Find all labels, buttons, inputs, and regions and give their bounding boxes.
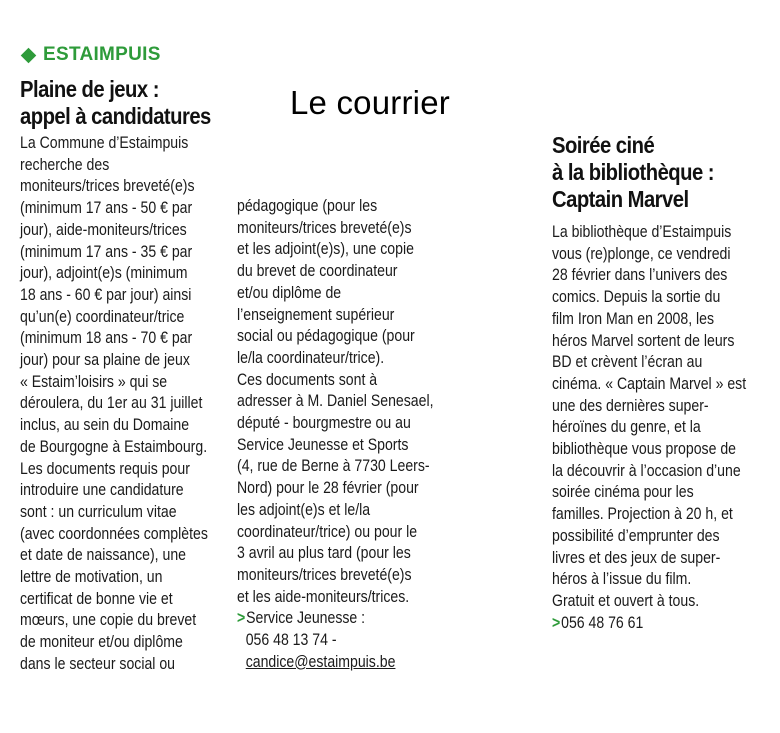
text-line: et/ou diplôme de bbox=[237, 283, 342, 302]
text-line: qu’un(e) coordinateur/trice bbox=[20, 307, 185, 326]
text-line: déroulera, du 1er au 31 juillet bbox=[20, 394, 203, 413]
text-line: certificat de bonne vie et bbox=[20, 589, 173, 608]
text-line: héros Marvel sortent de leurs bbox=[552, 331, 735, 350]
text-line: et les aide-moniteurs/trices. bbox=[237, 587, 410, 606]
article-1-column-2 bbox=[237, 196, 433, 673]
contact-email-link[interactable]: candice@estaimpuis.be bbox=[245, 652, 396, 671]
text-line: La bibliothèque d’Estaimpuis bbox=[552, 223, 732, 241]
text-line: 18 ans - 60 € par jour) ainsi bbox=[20, 285, 192, 304]
text-line: (minimum 18 ans - 70 € par bbox=[20, 329, 193, 348]
text-line: député - bourgmestre ou au bbox=[237, 414, 411, 433]
text-line: Service Jeunesse et Sports bbox=[237, 435, 409, 454]
text-line: coordinateur/trice) ou pour le bbox=[237, 522, 418, 541]
text-line: et les adjoint(e)s), une copie bbox=[237, 240, 414, 259]
text-line: de Bourgogne à Estaimbourg. bbox=[20, 437, 208, 456]
headline-line: Soirée ciné bbox=[552, 132, 655, 158]
text-line: les adjoint(e)s et le/la bbox=[237, 500, 371, 519]
text-line: une des dernières super- bbox=[552, 396, 709, 415]
arrow-icon: > bbox=[552, 613, 561, 632]
overlay-title: Le courrier bbox=[290, 84, 450, 121]
text-line: recherche des bbox=[20, 155, 110, 174]
text-line: inclus, au sein du Domaine bbox=[20, 416, 190, 435]
text-line: le/la coordinateur/trice). bbox=[237, 348, 385, 367]
article-1-headline bbox=[20, 76, 211, 130]
text-line: film Iron Man en 2008, les bbox=[552, 309, 715, 328]
section-label: ESTAIMPUIS bbox=[43, 44, 161, 65]
contact-line bbox=[552, 613, 746, 635]
text-line: (avec coordonnées complètes bbox=[20, 524, 208, 543]
text-line: La Commune d’Estaimpuis bbox=[20, 134, 189, 152]
contact-line bbox=[237, 608, 433, 630]
diamond-bullet-icon bbox=[21, 47, 37, 63]
text-line: héros à l’issue du film. bbox=[552, 570, 692, 589]
text-line: comics. Depuis la sortie du bbox=[552, 288, 721, 307]
text-line: adresser à M. Daniel Senesael, bbox=[237, 392, 434, 411]
text-line: familles. Projection à 20 h, et bbox=[552, 505, 733, 524]
arrow-icon: > bbox=[237, 609, 246, 628]
article-2-body bbox=[552, 222, 746, 634]
headline-line: Plaine de jeux : bbox=[20, 76, 159, 102]
contact-phone: 056 48 76 61 bbox=[561, 613, 644, 632]
text-line: introduire une candidature bbox=[20, 481, 184, 500]
contact-phone: 056 48 13 74 - bbox=[245, 631, 337, 650]
headline-line: Captain Marvel bbox=[552, 186, 689, 212]
text-line: « Estaim’loisirs » qui se bbox=[20, 372, 168, 391]
text-line: cinéma. « Captain Marvel » est bbox=[552, 374, 747, 393]
text-line: social ou pédagogique (pour bbox=[237, 327, 415, 346]
text-line: bibliothèque vous propose de bbox=[552, 440, 737, 459]
text-line: soirée cinéma pour les bbox=[552, 483, 694, 502]
text-line: sont : un curriculum vitae bbox=[20, 502, 177, 521]
text-line: Les documents requis pour bbox=[20, 459, 190, 478]
text-line: lettre de motivation, un bbox=[20, 568, 163, 587]
headline-line: appel à candidatures bbox=[20, 103, 211, 129]
article-2-headline bbox=[552, 132, 714, 213]
text-line: moniteurs/trices breveté(e)s bbox=[20, 177, 195, 196]
text-line: l’enseignement supérieur bbox=[237, 305, 395, 324]
text-line: moniteurs/trices breveté(e)s bbox=[237, 565, 412, 584]
text-line: jour), adjoint(e)s (minimum bbox=[20, 264, 188, 283]
text-line: et date de naissance), une bbox=[20, 546, 186, 565]
text-line: la découvrir à l’occasion d’une bbox=[552, 461, 741, 480]
text-line: (minimum 17 ans - 50 € par bbox=[20, 199, 193, 218]
text-line: Ces documents sont à bbox=[237, 370, 378, 389]
text-line: vous (re)plonge, ce vendredi bbox=[552, 244, 731, 263]
text-line: (4, rue de Berne à 7730 Leers- bbox=[237, 457, 430, 476]
text-line: Gratuit et ouvert à tous. bbox=[552, 591, 700, 610]
section-tag bbox=[20, 44, 161, 66]
text-line: mœurs, une copie du brevet bbox=[20, 611, 197, 630]
text-line: du brevet de coordinateur bbox=[237, 262, 398, 281]
article-1-column-1 bbox=[20, 133, 208, 676]
text-line: jour) pour sa plaine de jeux bbox=[20, 351, 190, 370]
text-line: héroïnes du genre, et la bbox=[552, 418, 701, 437]
text-line: (minimum 17 ans - 35 € par bbox=[20, 242, 193, 261]
text-line: Nord) pour le 28 février (pour bbox=[237, 479, 419, 498]
text-line: dans le secteur social ou bbox=[20, 654, 176, 673]
text-line: 3 avril au plus tard (pour les bbox=[237, 544, 411, 563]
text-line: pédagogique (pour les bbox=[237, 197, 378, 215]
text-line: moniteurs/trices breveté(e)s bbox=[237, 218, 412, 237]
text-line: livres et des jeux de super- bbox=[552, 548, 721, 567]
headline-line: à la bibliothèque : bbox=[552, 159, 715, 185]
contact-label: Service Jeunesse : bbox=[246, 609, 366, 628]
text-line: jour), aide-moniteurs/trices bbox=[20, 220, 187, 239]
text-line: possibilité d’emprunter des bbox=[552, 526, 720, 545]
text-line: de moniteur et/ou diplôme bbox=[20, 633, 183, 652]
text-line: BD et crèvent l’écran au bbox=[552, 353, 703, 372]
text-line: 28 février dans l’univers des bbox=[552, 266, 728, 285]
